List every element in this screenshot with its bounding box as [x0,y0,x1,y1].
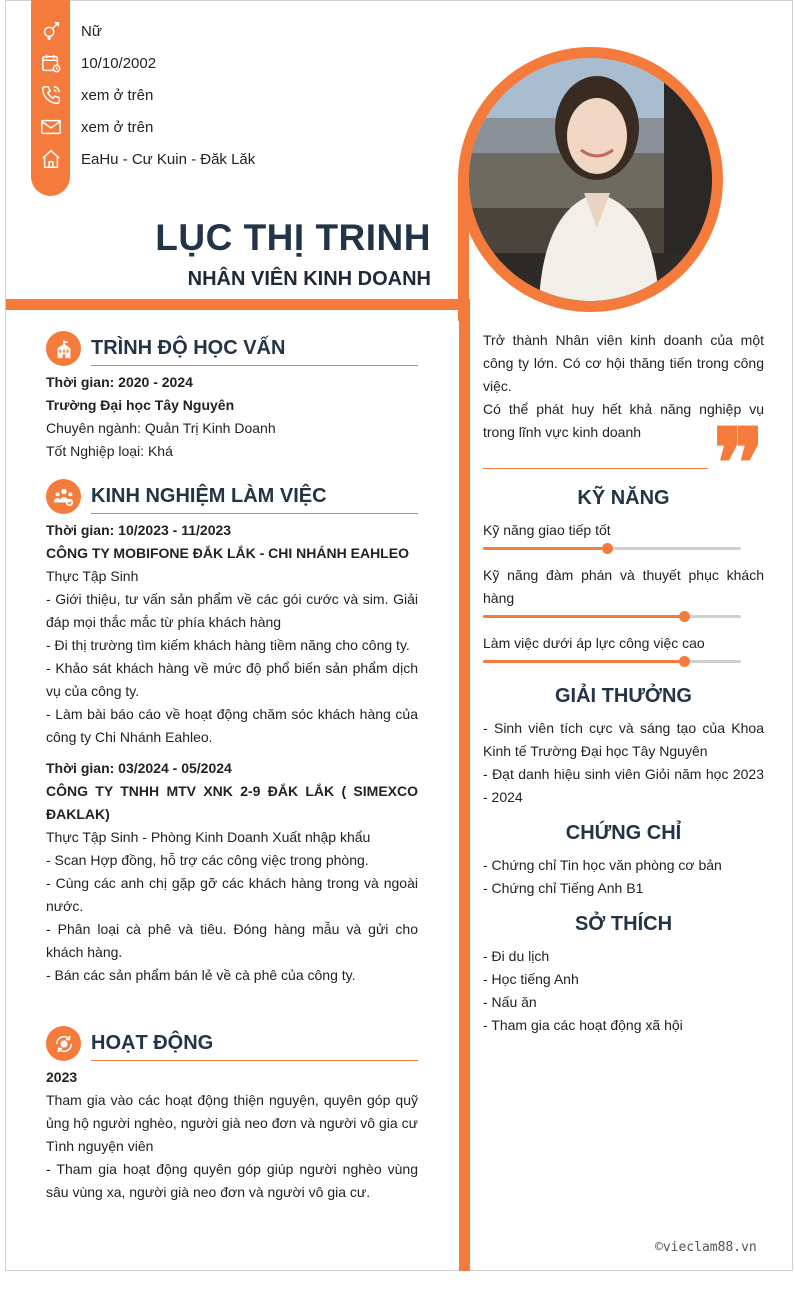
skills-title: KỸ NĂNG [577,487,670,509]
certificate-item: - Chứng chỉ Tiếng Anh B1 [483,880,644,896]
job-detail: - Phân loại cà phê và tiêu. Đóng hàng mẫu và gửi cho khách hàng. [46,921,418,960]
objective-line: Trở thành Nhân viên kinh doanh của một công ty lớn. Có cơ hội thăng tiến trong công việc. [483,332,764,394]
award-item: - Sinh viên tích cực và sáng tạo của Khoa Kinh tế Trường Đại học Tây Nguyên [483,720,764,759]
hobby-item: - Nấu ăn [483,994,537,1010]
address-text: EaHu - Cư Kuin - Đăk Lăk [81,150,256,168]
activities-header [46,1026,213,1061]
gender-icon [40,20,62,42]
home-icon [40,148,62,170]
skill-label: Kỹ năng giao tiếp tốt [483,522,611,538]
experience-title: KINH NGHIỆM LÀM VIỆC [91,485,327,507]
hobby-item: - Tham gia các hoạt động xã hội [483,1017,683,1033]
job-detail: - Làm bài báo cáo về hoạt động chăm sóc khách hàng của công ty Chi Nhánh Eahleo. [46,706,418,745]
activity-icon [46,1026,81,1061]
skill-bar [483,615,741,618]
awards-title: GIẢI THƯỞNG [555,685,692,707]
education-major: Chuyên ngành: Quản Trị Kinh Doanh [46,420,276,436]
contact-gender [40,19,102,43]
email-text: xem ở trên [81,118,154,136]
education-school: Trường Đại học Tây Nguyên [46,397,235,413]
quote-icon: ❞ [713,407,765,520]
hobby-item: - Học tiếng Anh [483,971,579,987]
skill-bar-fill [483,547,607,550]
education-time: Thời gian: 2020 - 2024 [46,374,193,390]
gender-text: Nữ [81,22,102,40]
job-role: Thực Tập Sinh [46,568,139,584]
education-grade: Tốt Nghiệp loại: Khá [46,443,173,459]
activities-body [46,1066,418,1204]
education-title: TRÌNH ĐỘ HỌC VẤN [91,337,286,359]
hobby-item: - Đi du lịch [483,948,550,964]
job-detail: - Giới thiệu, tư vấn sản phẩm về các gói cước và sim. Giải đáp mọi thắc mắc từ phía khách hàng [46,591,418,630]
job-company: CÔNG TY MOBIFONE ĐẮK LẮK - CHI NHÁNH EAHLEO [46,545,409,561]
activities-year: 2023 [46,1069,78,1085]
candidate-name: LỤC THỊ TRINH [155,217,431,258]
phone-text: xem ở trên [81,86,154,104]
mail-icon [40,116,62,138]
skill-label: Kỹ năng đàm phán và thuyết phục khách hàng [483,567,764,606]
job-detail: - Đi thị trường tìm kiếm khách hàng tiềm năng cho công ty. [46,637,410,653]
experience-rule [91,513,418,514]
experience-job-2 [46,757,418,987]
skill-bar [483,660,741,663]
profile-photo [469,58,712,301]
activities-rule [91,1060,418,1061]
education-rule [91,365,418,366]
experience-header [46,479,327,514]
certificates-body [483,854,764,900]
birthdate-text: 10/10/2002 [81,54,157,72]
contact-email [40,115,154,139]
hobbies-title: SỞ THÍCH [574,913,673,935]
skill-bar-fill [483,615,684,618]
skill-bar-knob [602,543,613,554]
award-item: - Đạt danh hiệu sinh viên Giỏi năm học 2023 - 2024 [483,766,764,805]
job-title: NHÂN VIÊN KINH DOANH [187,268,431,290]
awards-body [483,717,764,809]
skill-bar [483,547,741,550]
contact-address [40,147,256,171]
certificate-item: - Chứng chỉ Tin học văn phòng cơ bản [483,857,722,873]
photo-frame [458,47,723,312]
job-role: Thực Tập Sinh - Phòng Kinh Doanh Xuất nhập khẩu [46,829,371,845]
column-divider [459,299,470,1271]
contact-birthdate [40,51,157,75]
activity-detail: - Tham gia hoạt động quyên góp giúp người nghèo vùng sâu vùng xa, người già neo đơn và người vô gia cư. [46,1161,418,1200]
team-icon [46,479,81,514]
education-body [46,371,418,463]
job-detail: - Cùng các anh chị gặp gỡ các khách hàng trong và ngoài nước. [46,875,418,914]
calendar-icon [40,52,62,74]
school-icon [46,331,81,366]
phone-icon [40,84,62,106]
objective-line: Có thể phát huy hết khả năng nghiệp vụ trong lĩnh vực kinh doanh [483,401,764,440]
header-divider [6,299,459,310]
job-company: CÔNG TY TNHH MTV XNK 2-9 ĐẮK LẮK ( SIMEXCO ĐAKLAK) [46,783,418,822]
watermark: ©vieclam88.vn [655,1240,757,1255]
activity-detail: Tham gia vào các hoạt động thiện nguyện, quyên góp quỹ ủng hộ người nghèo, người già neo đơn và người vô gia cư Tình nguyện viên [46,1092,418,1154]
job-time: Thời gian: 10/2023 - 11/2023 [46,522,232,538]
job-time: Thời gian: 03/2024 - 05/2024 [46,760,232,776]
contact-phone [40,83,154,107]
activities-title: HOẠT ĐỘNG [91,1032,214,1054]
certificates-title: CHỨNG CHỈ [565,822,682,844]
objective-rule [483,468,708,469]
education-header [46,331,285,366]
skill-bar-fill [483,660,684,663]
job-detail: - Bán các sản phẩm bán lẻ về cà phê của công ty. [46,967,356,983]
skill-label: Làm việc dưới áp lực công việc cao [483,635,705,651]
experience-job-1 [46,519,418,749]
hobbies-body [483,945,764,1037]
job-detail: - Khảo sát khách hàng về mức độ phổ biến sản phẩm dịch vụ của công ty. [46,660,418,699]
job-detail: - Scan Hợp đồng, hỗ trợ các công việc trong phòng. [46,852,369,868]
